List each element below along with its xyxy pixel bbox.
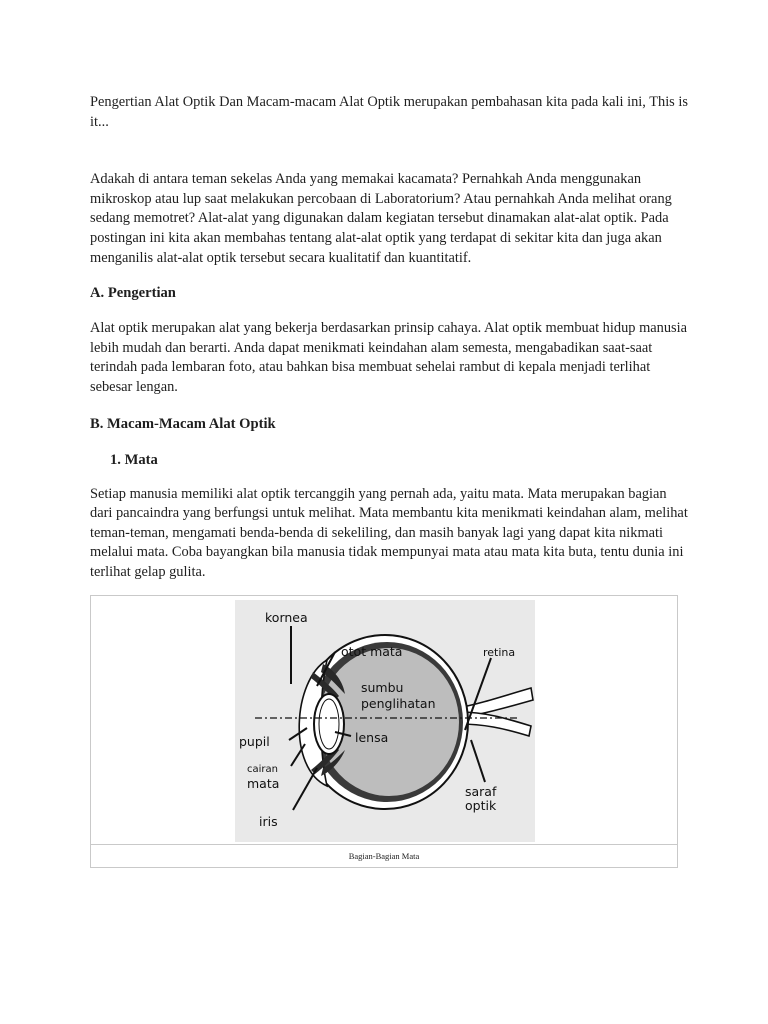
label-otot-mata: otot mata — [341, 643, 403, 659]
label-saraf: saraf — [465, 783, 497, 799]
heading-pengertian: A. Pengertian — [90, 285, 176, 302]
label-kornea: kornea — [265, 609, 308, 625]
eye-diagram — [235, 600, 535, 842]
label-pupil: pupil — [239, 733, 270, 749]
label-cairan: cairan — [247, 763, 278, 775]
subheading-mata: 1. Mata — [110, 451, 158, 468]
figure-table — [90, 595, 678, 868]
label-sumbu: sumbu — [361, 679, 404, 695]
intro-paragraph: Pengertian Alat Optik Dan Macam-macam Alat Optik merupakan pembahasan kita pada kali ini, This is it... — [90, 94, 688, 130]
figure-caption: Bagian-Bagian Mata — [348, 850, 420, 861]
paragraph-1: Adakah di antara teman sekelas Anda yang memakai kacamata? Pernahkah Anda menggunakan mikroskop atau lup saat melakukan percobaan di Laboratorium? Atau pernahkah Anda melihat orang sedang memotret? Alat-alat yang digunakan dalam kegiatan tersebut dinamakan alat-alat optik. Pada postingan ini kita akan membahas tentang alat-alat optik yang terdapat di sekitar kita dan juga akan menganilis alat-alat optik tersebut secara kualitatif dan kuantitatif. — [90, 171, 672, 266]
heading-macam-alat-optik: B. Macam-Macam Alat Optik — [90, 415, 276, 432]
label-lensa: lensa — [355, 729, 389, 745]
label-optik: optik — [465, 797, 497, 813]
label-mata: mata — [247, 775, 280, 791]
paragraph-3: Setiap manusia memiliki alat optik tercanggih yang pernah ada, yaitu mata. Mata merupakan bagian dari pancaindra yang berfungsi untuk melihat. Mata membantu kita menikmati keindahan alam, melihat teman-teman, mengamati benda-benda di sekeliling, dan masih banyak lagi yang dapat kita nikmati melalui mata. Coba bayangkan bila manusia tidak mempunyai mata atau mata kita buta, tentu dunia ini terlihat gelap gulita. — [90, 485, 688, 580]
article — [90, 93, 690, 868]
figure-image-cell — [91, 596, 677, 845]
label-penglihatan: penglihatan — [361, 695, 436, 711]
label-retina: retina — [483, 645, 516, 659]
label-iris: iris — [259, 813, 278, 829]
paragraph-2: Alat optik merupakan alat yang bekerja berdasarkan prinsip cahaya. Alat optik membuat hidup manusia lebih mudah dan berarti. Anda dapat menikmati keindahan alam semesta, mengabadikan saat-saat terindah pada lembaran foto, atau bahkan bisa membuat sehelai rambut di kepala menjadi terlihat sebesar lengan. — [90, 320, 688, 395]
